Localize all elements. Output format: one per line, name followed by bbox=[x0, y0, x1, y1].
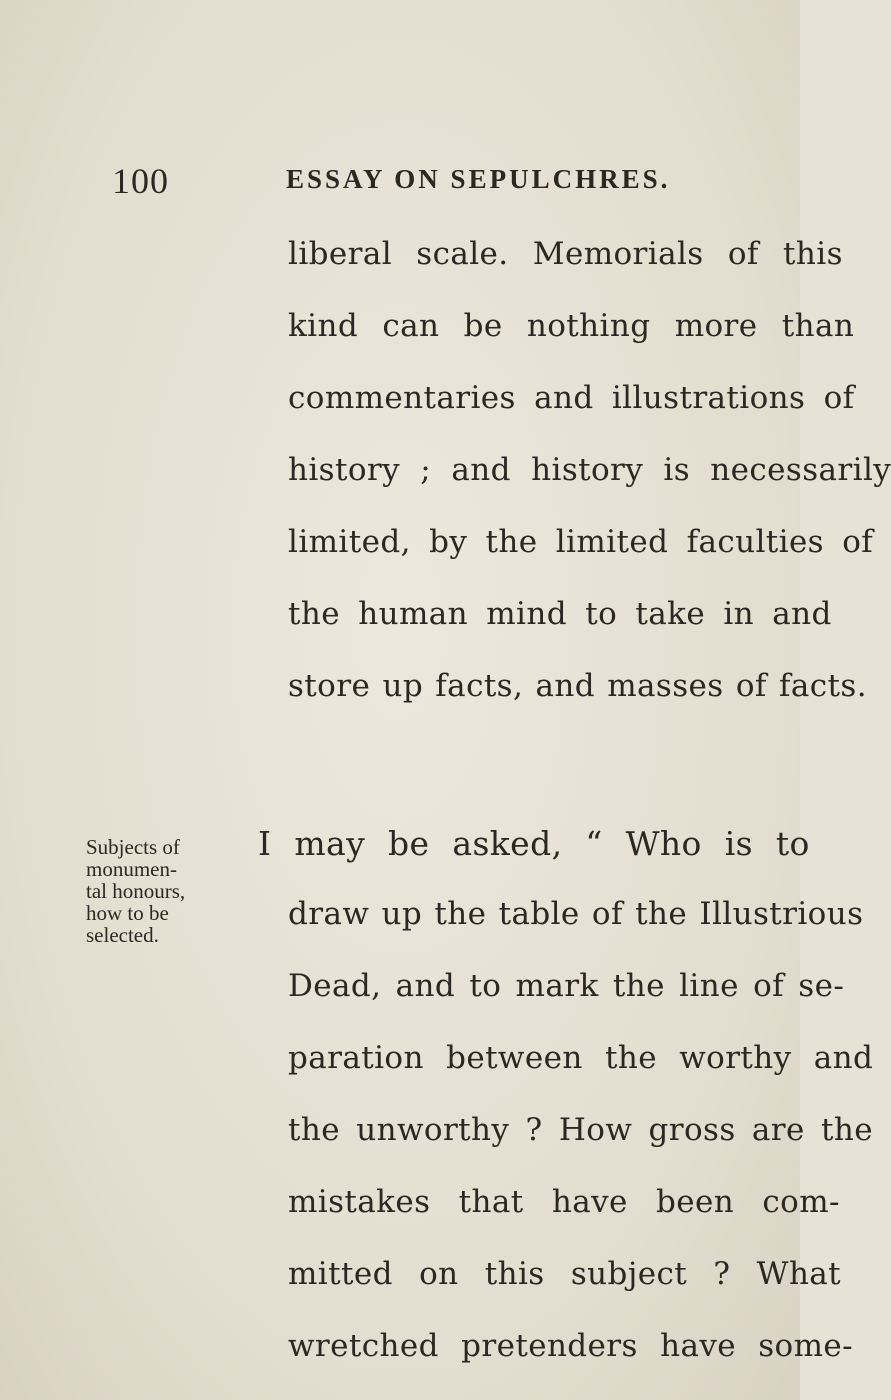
text-line: history ; and history is necessarily bbox=[288, 452, 891, 488]
page-number: 100 bbox=[112, 161, 169, 201]
text-line: I may be asked, “ Who is to bbox=[258, 824, 810, 863]
text-line: the human mind to take in and bbox=[288, 596, 832, 632]
text-line: mistakes that have been com- bbox=[288, 1184, 840, 1220]
margin-note bbox=[86, 836, 266, 946]
margin-note-line: tal honours, bbox=[86, 879, 186, 903]
text-line: limited, by the limited faculties of bbox=[288, 524, 874, 560]
text-line: kind can be nothing more than bbox=[288, 308, 855, 344]
text-line: the unworthy ? How gross are the bbox=[288, 1112, 873, 1148]
margin-note-line: selected. bbox=[86, 923, 159, 947]
margin-note-line: how to be bbox=[86, 901, 169, 925]
running-title: ESSAY ON SEPULCHRES. bbox=[286, 164, 671, 194]
margin-note-line: monumen- bbox=[86, 857, 177, 881]
text-line: liberal scale. Memorials of this bbox=[288, 236, 843, 272]
text-line: mitted on this subject ? What bbox=[288, 1256, 842, 1292]
page-header bbox=[0, 160, 800, 200]
margin-note-line: Subjects of bbox=[86, 835, 180, 859]
text-line: draw up the table of the Illustrious bbox=[288, 896, 864, 932]
text-line: store up facts, and masses of facts. bbox=[288, 668, 867, 704]
text-line: Dead, and to mark the line of se- bbox=[288, 968, 845, 1004]
text-line: paration between the worthy and bbox=[288, 1040, 874, 1076]
text-line: wretched pretenders have some- bbox=[288, 1328, 854, 1364]
text-line: commentaries and illustrations of bbox=[288, 380, 855, 416]
